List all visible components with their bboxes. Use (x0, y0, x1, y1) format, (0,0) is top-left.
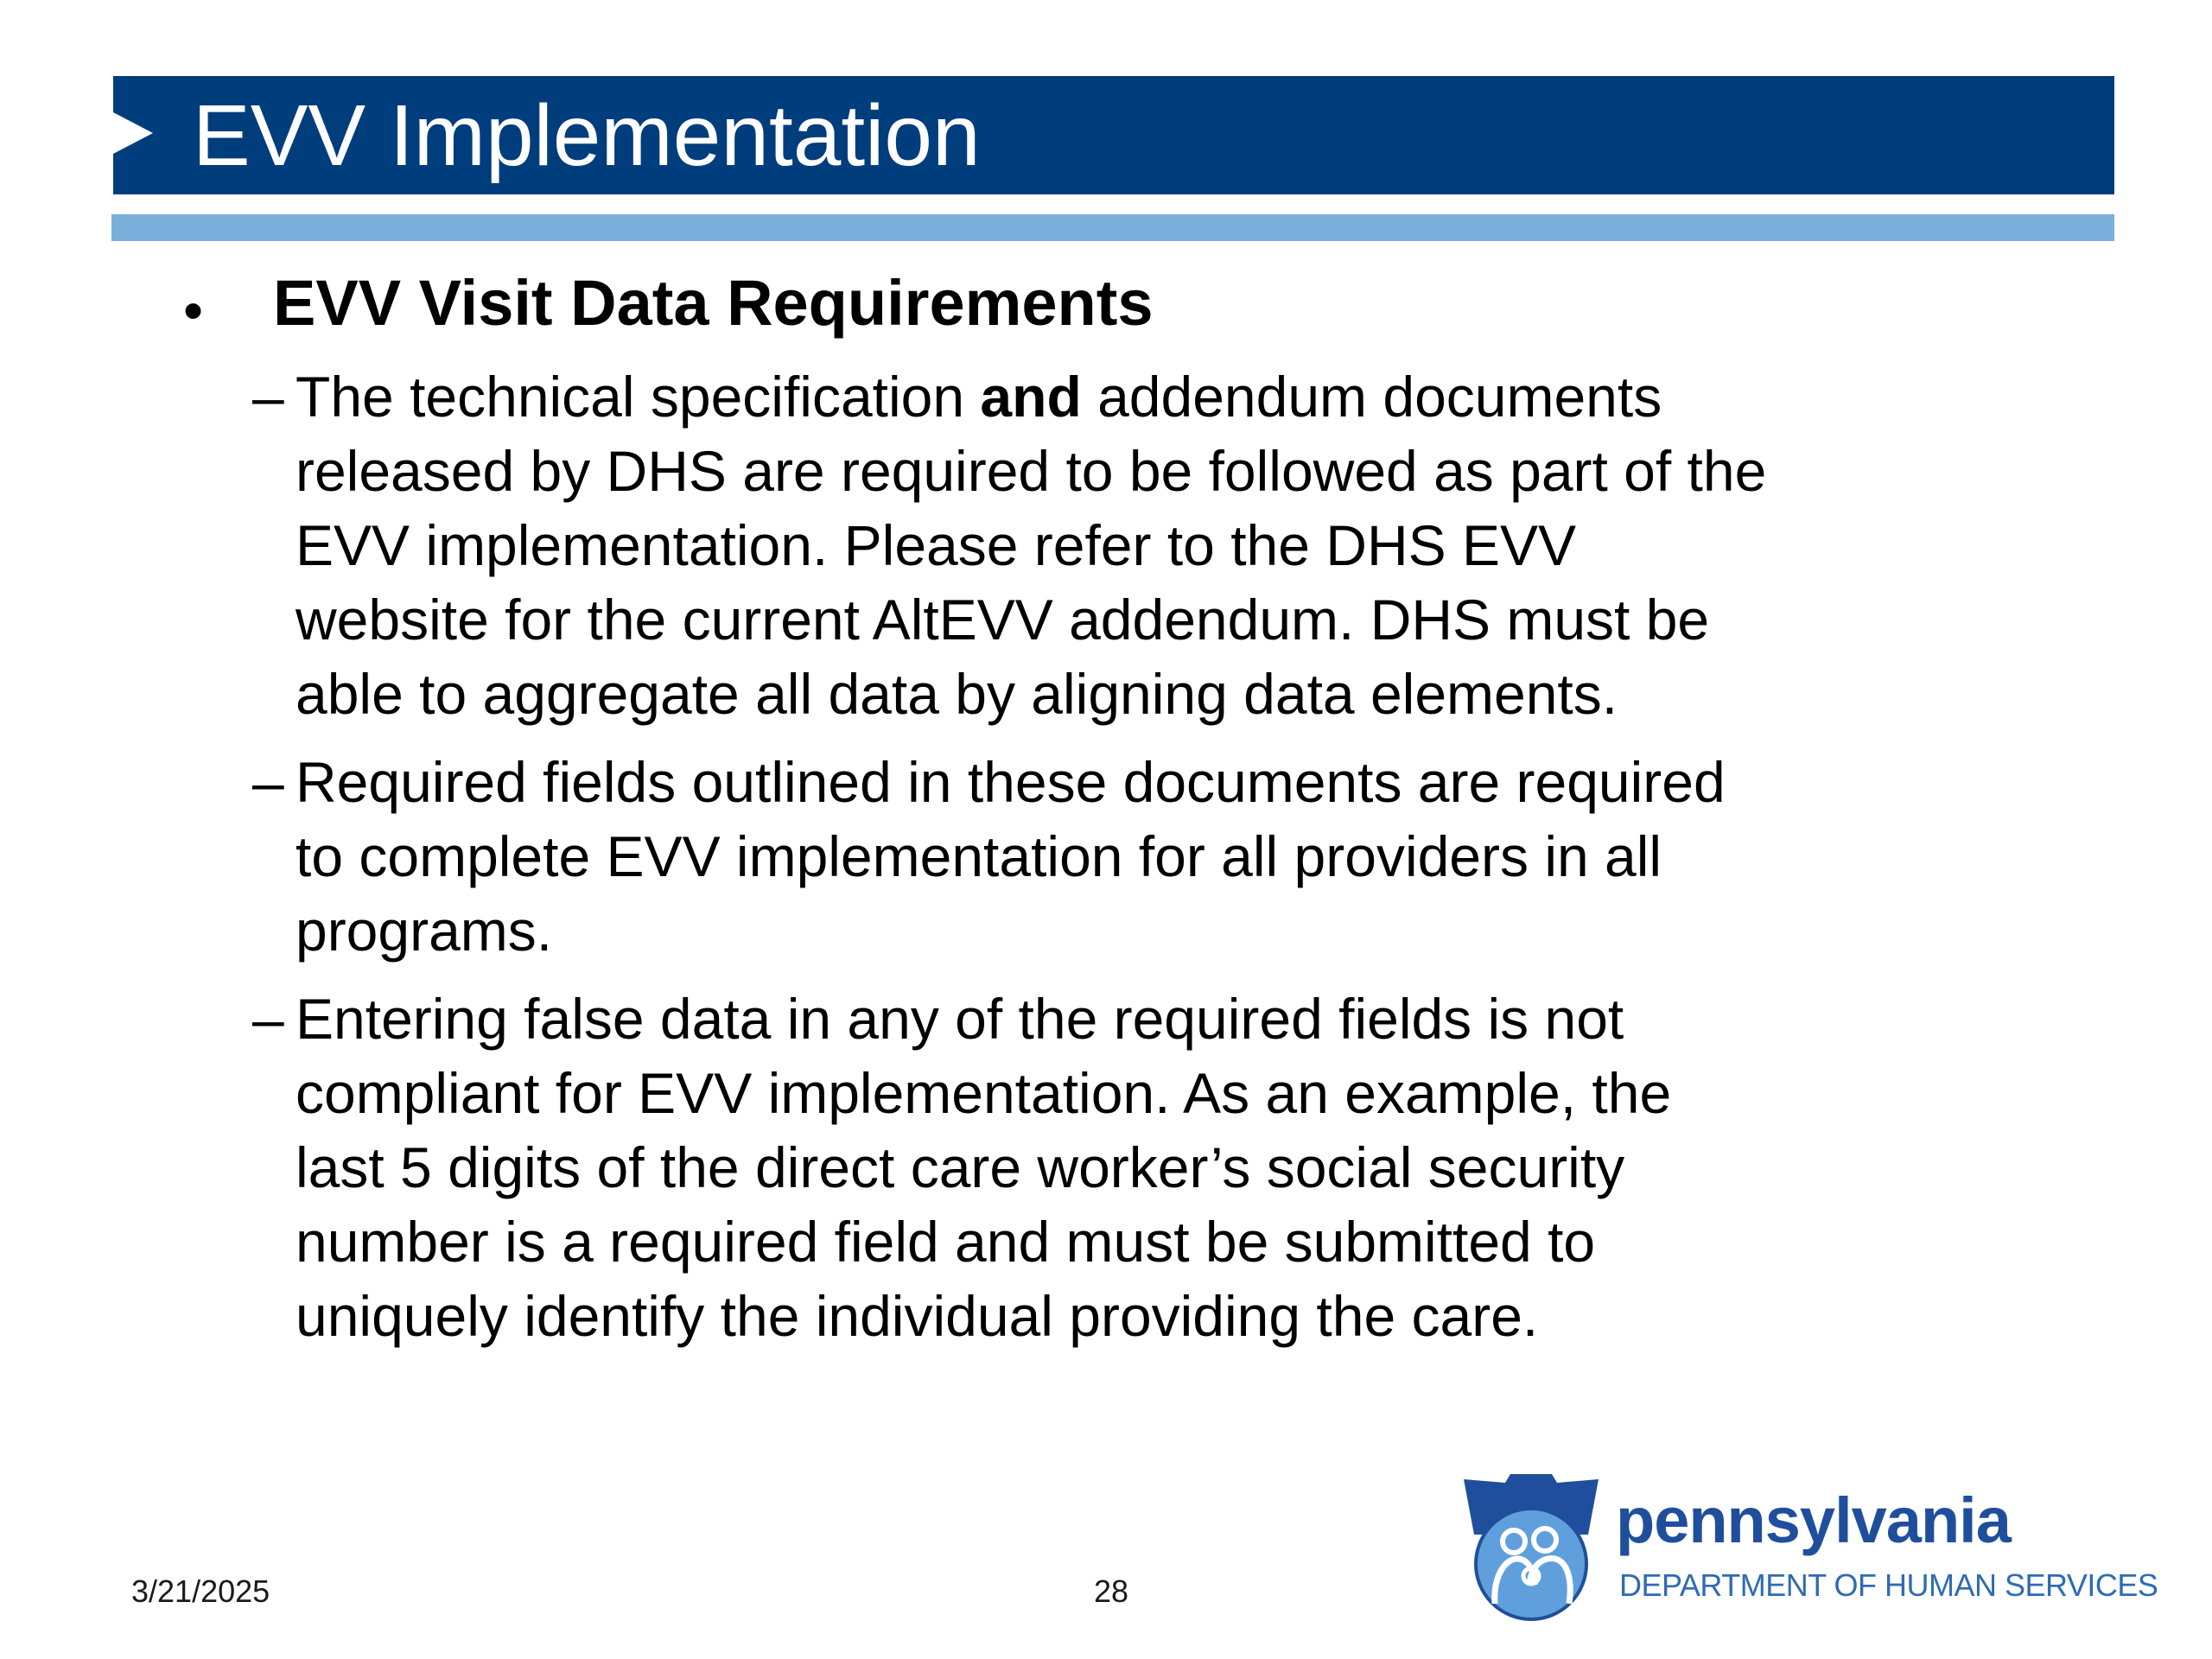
sub-bullet-1-line-3: EVV implementation. Please refer to the DHS EVV (296, 513, 1577, 577)
footer-date: 3/21/2025 (131, 1573, 270, 1609)
slide-title: EVV Implementation (193, 87, 981, 184)
sub-bullet-2-line-1: Required fields outlined in these documents are required (296, 750, 1726, 814)
sub-bullet-3-line-5: uniquely identify the individual providing the care. (296, 1284, 1539, 1348)
title-arrow-icon (113, 112, 153, 154)
sub-bullet-3-line-4: number is a required field and must be submitted to (296, 1210, 1596, 1274)
sub-bullet-2-line-2: to complete EVV implementation for all providers in all (296, 824, 1662, 888)
page-number: 28 (1094, 1573, 1129, 1609)
sub-bullet-3-line-1: Entering false data in any of the required fields is not (296, 987, 1624, 1051)
sub-bullet-3-line-3: last 5 digits of the direct care worker’s social security (296, 1135, 1625, 1199)
sub-bullet-2 (252, 745, 2006, 968)
text-run: addendum documents (1081, 365, 1662, 429)
keystone-family-icon (1462, 1474, 1600, 1621)
dash-marker: – (252, 750, 284, 814)
bullet-heading: EVV Visit Data Requirements (273, 267, 1154, 339)
sub-bullet-1-line-2: released by DHS are required to be followed as part of the (296, 439, 1767, 503)
sub-bullet-1-line-4: website for the current AltEVV addendum. DHS must be (296, 588, 1710, 652)
dash-marker: – (252, 365, 284, 429)
logo-wordmark: pennsylvania (1616, 1484, 2011, 1556)
bullet-marker: • (183, 278, 204, 342)
logo-department: DEPARTMENT OF HUMAN SERVICES (1619, 1567, 2158, 1603)
pa-dhs-logo (1462, 1474, 2158, 1630)
sub-bullet-1-line-5: able to aggregate all data by aligning data elements. (296, 662, 1618, 726)
sub-bullet-2-line-3: programs. (296, 899, 553, 963)
bold-text: and (980, 365, 1082, 429)
sub-bullet-3-line-2: compliant for EVV implementation. As an example, the (296, 1061, 1672, 1125)
text-run: The technical specification (296, 365, 981, 429)
accent-bar (111, 214, 2114, 241)
sub-bullet-3 (252, 982, 2006, 1353)
sub-bullet-1-line-1 (296, 359, 2006, 434)
title-bar (113, 76, 2114, 194)
sub-bullet-1 (252, 359, 2006, 731)
dash-marker: – (252, 987, 284, 1051)
